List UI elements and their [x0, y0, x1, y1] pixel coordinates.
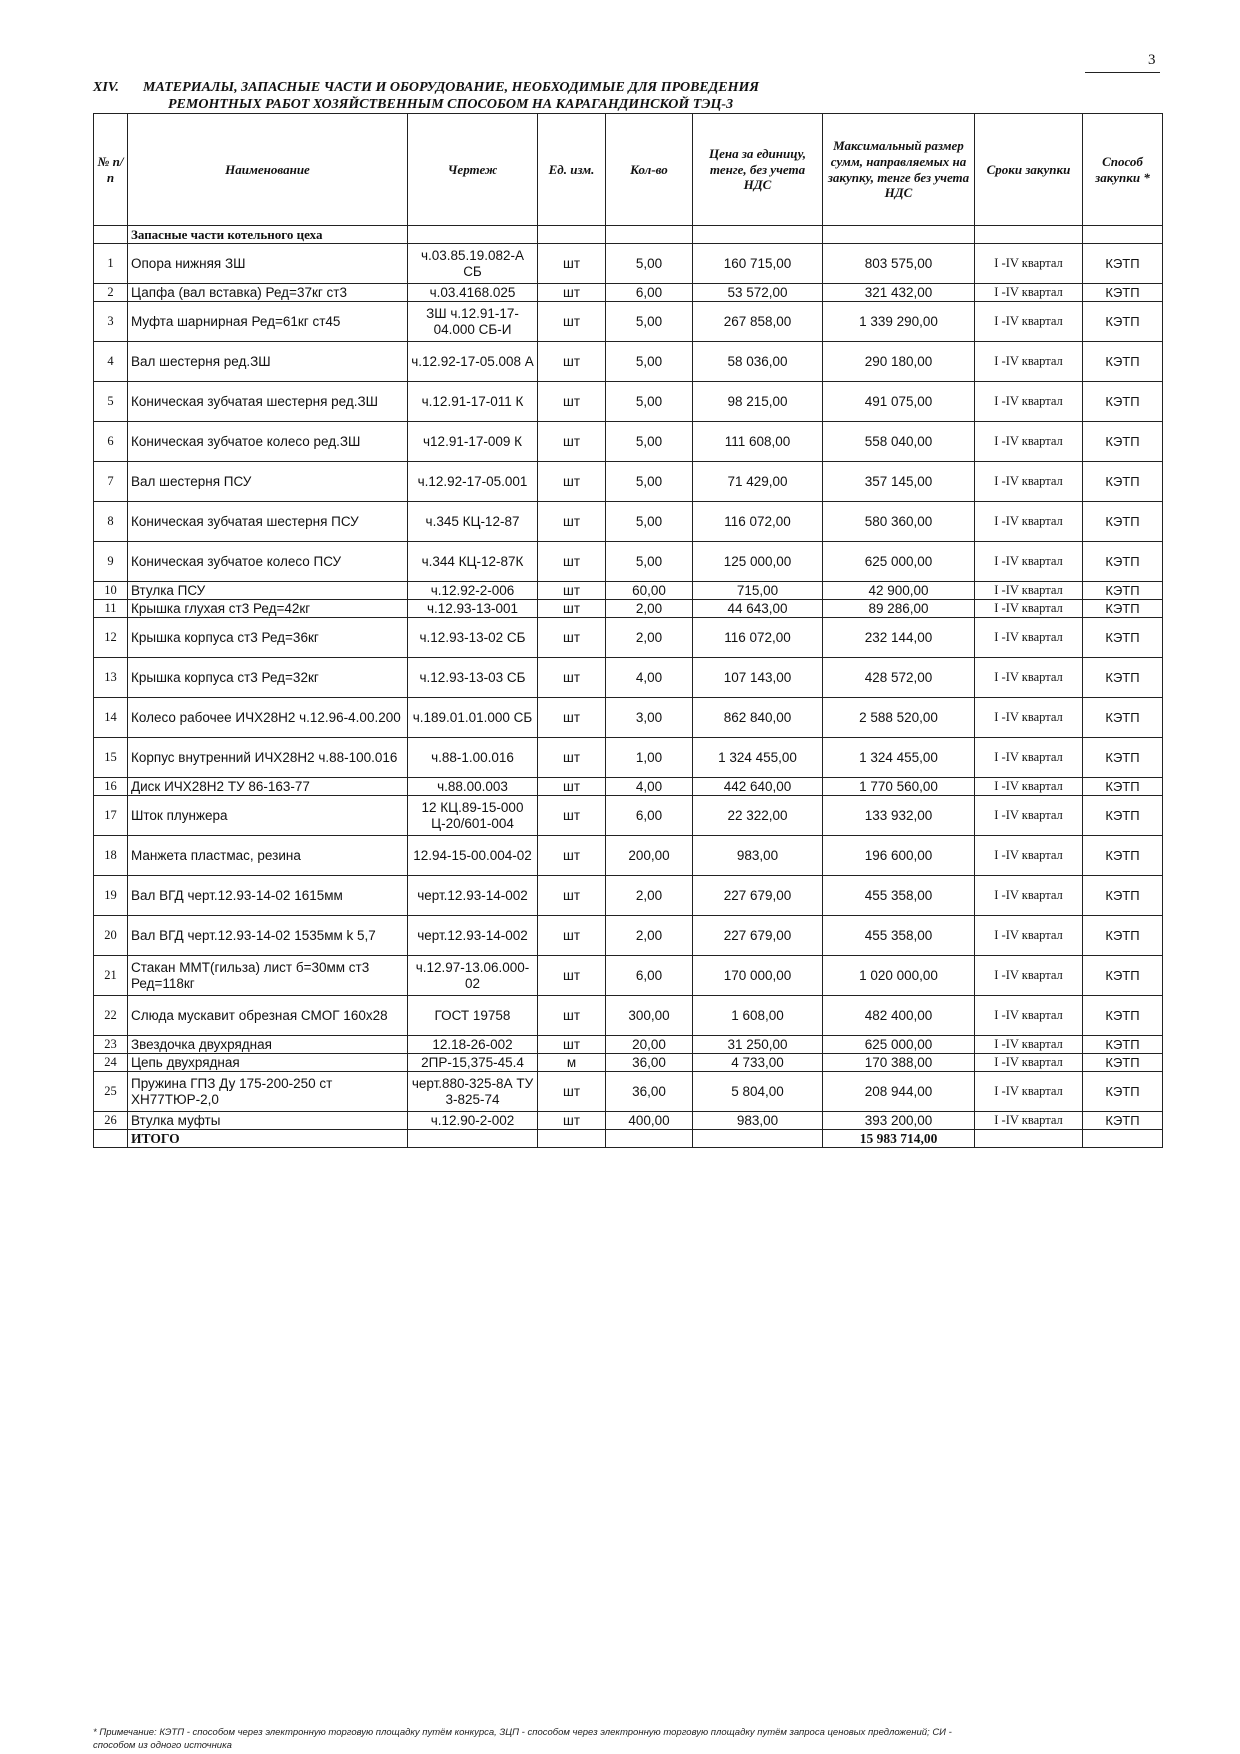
cell-term: I -IV квартал [975, 738, 1083, 778]
cell-price: 58 036,00 [693, 342, 823, 382]
cell-price: 116 072,00 [693, 618, 823, 658]
cell-unit: шт [538, 658, 606, 698]
cell-drawing: ч.344 КЦ-12-87К [408, 542, 538, 582]
cell-price: 983,00 [693, 1112, 823, 1130]
cell-qty: 36,00 [606, 1072, 693, 1112]
cell-method: КЭТП [1083, 778, 1163, 796]
cell-term: I -IV квартал [975, 502, 1083, 542]
cell-qty: 2,00 [606, 916, 693, 956]
cell-method: КЭТП [1083, 876, 1163, 916]
cell-qty: 5,00 [606, 244, 693, 284]
cell-unit: м [538, 1054, 606, 1072]
cell-qty: 5,00 [606, 502, 693, 542]
cell-price: 98 215,00 [693, 382, 823, 422]
cell-price: 160 715,00 [693, 244, 823, 284]
cell-drawing: ч.12.90-2-002 [408, 1112, 538, 1130]
table-row [94, 582, 1163, 600]
title-line-1: МАТЕРИАЛЫ, ЗАПАСНЫЕ ЧАСТИ И ОБОРУДОВАНИЕ, НЕОБХОДИМЫЕ ДЛЯ ПРОВЕДЕНИЯ [143, 80, 760, 95]
cell-no: 23 [94, 1036, 128, 1054]
header-qty: Кол-во [606, 114, 693, 226]
cell-no: 20 [94, 916, 128, 956]
cell-qty: 5,00 [606, 462, 693, 502]
cell-no: 5 [94, 382, 128, 422]
cell-max-sum: 625 000,00 [823, 542, 975, 582]
table-row [94, 342, 1163, 382]
cell-price: 267 858,00 [693, 302, 823, 342]
cell-drawing: ч.12.93-13-001 [408, 600, 538, 618]
header-price: Цена за единицу, тенге, без учета НДС [693, 114, 823, 226]
cell-name: Стакан ММТ(гильза) лист б=30мм ст3 Ред=118кг [128, 956, 408, 996]
cell-name: Коническая зубчатая шестерня ПСУ [128, 502, 408, 542]
cell-price: 1 324 455,00 [693, 738, 823, 778]
cell-price: 5 804,00 [693, 1072, 823, 1112]
cell-drawing: ч.03.4168.025 [408, 284, 538, 302]
cell-no: 15 [94, 738, 128, 778]
cell-price: 71 429,00 [693, 462, 823, 502]
cell-method: КЭТП [1083, 916, 1163, 956]
cell-max-sum: 42 900,00 [823, 582, 975, 600]
cell-qty: 300,00 [606, 996, 693, 1036]
cell-no: 14 [94, 698, 128, 738]
table-row [94, 1112, 1163, 1130]
cell-term: I -IV квартал [975, 836, 1083, 876]
cell-drawing: 2ПР-15,375-45.4 [408, 1054, 538, 1072]
cell-drawing: ч.88-1.00.016 [408, 738, 538, 778]
header-row [94, 114, 1163, 226]
cell-max-sum: 625 000,00 [823, 1036, 975, 1054]
cell-unit: шт [538, 1072, 606, 1112]
cell-unit: шт [538, 302, 606, 342]
cell-drawing: ч.88.00.003 [408, 778, 538, 796]
cell-price: 107 143,00 [693, 658, 823, 698]
total-empty-cell [606, 1130, 693, 1148]
cell-method: КЭТП [1083, 996, 1163, 1036]
cell-method: КЭТП [1083, 1112, 1163, 1130]
cell-term: I -IV квартал [975, 244, 1083, 284]
cell-no: 6 [94, 422, 128, 462]
cell-no: 21 [94, 956, 128, 996]
cell-no: 25 [94, 1072, 128, 1112]
cell-method: КЭТП [1083, 542, 1163, 582]
table-row [94, 284, 1163, 302]
cell-unit: шт [538, 1036, 606, 1054]
cell-term: I -IV квартал [975, 698, 1083, 738]
cell-unit: шт [538, 956, 606, 996]
table-row [94, 738, 1163, 778]
cell-method: КЭТП [1083, 738, 1163, 778]
cell-term: I -IV квартал [975, 1112, 1083, 1130]
cell-max-sum: 1 020 000,00 [823, 956, 975, 996]
cell-max-sum: 455 358,00 [823, 876, 975, 916]
cell-no: 16 [94, 778, 128, 796]
cell-drawing: черт.880-325-8А ТУ 3-825-74 [408, 1072, 538, 1112]
page-number-underline [1085, 72, 1160, 73]
cell-drawing: ч.12.92-17-05.001 [408, 462, 538, 502]
cell-name: Пружина ГПЗ Ду 175-200-250 ст ХН77ТЮР-2,0 [128, 1072, 408, 1112]
cell-price: 4 733,00 [693, 1054, 823, 1072]
cell-no: 7 [94, 462, 128, 502]
header-no: № п/п [94, 114, 128, 226]
cell-no: 13 [94, 658, 128, 698]
total-empty-cell [408, 1130, 538, 1148]
cell-name: Коническая зубчатое колесо ПСУ [128, 542, 408, 582]
cell-name: Опора нижняя ЗШ [128, 244, 408, 284]
cell-qty: 2,00 [606, 618, 693, 658]
cell-term: I -IV квартал [975, 342, 1083, 382]
cell-qty: 20,00 [606, 1036, 693, 1054]
cell-qty: 4,00 [606, 658, 693, 698]
cell-max-sum: 208 944,00 [823, 1072, 975, 1112]
cell-method: КЭТП [1083, 836, 1163, 876]
cell-qty: 6,00 [606, 956, 693, 996]
cell-max-sum: 196 600,00 [823, 836, 975, 876]
cell-max-sum: 133 932,00 [823, 796, 975, 836]
cell-term: I -IV квартал [975, 422, 1083, 462]
cell-no: 22 [94, 996, 128, 1036]
cell-price: 125 000,00 [693, 542, 823, 582]
cell-drawing: ч.345 КЦ-12-87 [408, 502, 538, 542]
cell-no: 2 [94, 284, 128, 302]
cell-price: 715,00 [693, 582, 823, 600]
cell-term: I -IV квартал [975, 916, 1083, 956]
cell-unit: шт [538, 284, 606, 302]
cell-term: I -IV квартал [975, 582, 1083, 600]
table-row [94, 836, 1163, 876]
table-body [94, 226, 1163, 1148]
cell-term: I -IV квартал [975, 658, 1083, 698]
cell-drawing: ч12.91-17-009 К [408, 422, 538, 462]
table-row [94, 600, 1163, 618]
cell-unit: шт [538, 542, 606, 582]
cell-drawing: черт.12.93-14-002 [408, 876, 538, 916]
cell-max-sum: 491 075,00 [823, 382, 975, 422]
cell-unit: шт [538, 698, 606, 738]
total-empty-cell [94, 1130, 128, 1148]
cell-term: I -IV квартал [975, 284, 1083, 302]
cell-no: 17 [94, 796, 128, 836]
cell-method: КЭТП [1083, 698, 1163, 738]
cell-max-sum: 1 339 290,00 [823, 302, 975, 342]
cell-price: 227 679,00 [693, 876, 823, 916]
cell-no: 4 [94, 342, 128, 382]
cell-term: I -IV квартал [975, 1054, 1083, 1072]
table-row [94, 382, 1163, 422]
table-row [94, 502, 1163, 542]
cell-drawing: 12.18-26-002 [408, 1036, 538, 1054]
materials-table [93, 113, 1163, 1148]
cell-method: КЭТП [1083, 244, 1163, 284]
cell-unit: шт [538, 916, 606, 956]
table-row [94, 542, 1163, 582]
cell-method: КЭТП [1083, 462, 1163, 502]
total-label: ИТОГО [128, 1130, 408, 1148]
cell-name: Вал ВГД черт.12.93-14-02 1615мм [128, 876, 408, 916]
cell-price: 111 608,00 [693, 422, 823, 462]
cell-name: Муфта шарнирная Ред=61кг ст45 [128, 302, 408, 342]
cell-method: КЭТП [1083, 422, 1163, 462]
footnote-line-1: * Примечание: КЭТП - способом через электронную торговую площадку путём конкурса, ЗЦП - способом через электронную торговую площадку путём запроса ценовых предложений; СИ - [93, 1727, 952, 1738]
cell-drawing: 12.94-15-00.004-02 [408, 836, 538, 876]
cell-unit: шт [538, 502, 606, 542]
cell-price: 442 640,00 [693, 778, 823, 796]
total-empty-cell [693, 1130, 823, 1148]
cell-unit: шт [538, 422, 606, 462]
cell-term: I -IV квартал [975, 600, 1083, 618]
cell-method: КЭТП [1083, 618, 1163, 658]
cell-max-sum: 2 588 520,00 [823, 698, 975, 738]
cell-no: 3 [94, 302, 128, 342]
cell-max-sum: 321 432,00 [823, 284, 975, 302]
cell-term: I -IV квартал [975, 956, 1083, 996]
cell-name: Диск ИЧХ28Н2 ТУ 86-163-77 [128, 778, 408, 796]
cell-unit: шт [538, 582, 606, 600]
cell-name: Крышка глухая ст3 Ред=42кг [128, 600, 408, 618]
cell-max-sum: 580 360,00 [823, 502, 975, 542]
cell-price: 31 250,00 [693, 1036, 823, 1054]
cell-qty: 4,00 [606, 778, 693, 796]
cell-no: 9 [94, 542, 128, 582]
cell-qty: 2,00 [606, 876, 693, 916]
cell-unit: шт [538, 836, 606, 876]
cell-qty: 6,00 [606, 284, 693, 302]
cell-no: 10 [94, 582, 128, 600]
cell-term: I -IV квартал [975, 876, 1083, 916]
cell-name: Втулка ПСУ [128, 582, 408, 600]
cell-drawing: 12 КЦ.89-15-000 Ц-20/601-004 [408, 796, 538, 836]
cell-qty: 2,00 [606, 600, 693, 618]
cell-max-sum: 1 324 455,00 [823, 738, 975, 778]
cell-unit: шт [538, 738, 606, 778]
cell-method: КЭТП [1083, 502, 1163, 542]
cell-qty: 60,00 [606, 582, 693, 600]
cell-price: 983,00 [693, 836, 823, 876]
cell-method: КЭТП [1083, 342, 1163, 382]
table-row [94, 796, 1163, 836]
cell-method: КЭТП [1083, 956, 1163, 996]
cell-qty: 5,00 [606, 422, 693, 462]
cell-drawing: ч.12.91-17-011 К [408, 382, 538, 422]
cell-qty: 5,00 [606, 342, 693, 382]
cell-max-sum: 428 572,00 [823, 658, 975, 698]
cell-method: КЭТП [1083, 600, 1163, 618]
cell-name: Крышка корпуса ст3 Ред=36кг [128, 618, 408, 658]
cell-method: КЭТП [1083, 1054, 1163, 1072]
cell-name: Звездочка двухрядная [128, 1036, 408, 1054]
cell-max-sum: 290 180,00 [823, 342, 975, 382]
table-row [94, 996, 1163, 1036]
cell-name: Цепь двухрядная [128, 1054, 408, 1072]
cell-term: I -IV квартал [975, 796, 1083, 836]
cell-unit: шт [538, 1112, 606, 1130]
cell-term: I -IV квартал [975, 462, 1083, 502]
cell-qty: 5,00 [606, 302, 693, 342]
cell-method: КЭТП [1083, 302, 1163, 342]
cell-qty: 5,00 [606, 382, 693, 422]
cell-no: 18 [94, 836, 128, 876]
cell-term: I -IV квартал [975, 618, 1083, 658]
cell-max-sum: 393 200,00 [823, 1112, 975, 1130]
table-row [94, 916, 1163, 956]
cell-no: 26 [94, 1112, 128, 1130]
section-number: XIV. [93, 80, 119, 95]
cell-price: 227 679,00 [693, 916, 823, 956]
cell-method: КЭТП [1083, 382, 1163, 422]
cell-max-sum: 232 144,00 [823, 618, 975, 658]
table-row [94, 618, 1163, 658]
cell-drawing: ГОСТ 19758 [408, 996, 538, 1036]
cell-drawing: ЗШ ч.12.91-17-04.000 СБ-И [408, 302, 538, 342]
cell-name: Слюда мускавит обрезная СМОГ 160х28 [128, 996, 408, 1036]
section-label: Запасные части котельного цеха [128, 226, 408, 244]
cell-term: I -IV квартал [975, 778, 1083, 796]
cell-max-sum: 482 400,00 [823, 996, 975, 1036]
cell-price: 53 572,00 [693, 284, 823, 302]
header-max: Максимальный размер сумм, направляемых на закупку, тенге без учета НДС [823, 114, 975, 226]
cell-drawing: ч.189.01.01.000 СБ [408, 698, 538, 738]
cell-qty: 400,00 [606, 1112, 693, 1130]
cell-price: 1 608,00 [693, 996, 823, 1036]
table-row [94, 422, 1163, 462]
cell-max-sum: 170 388,00 [823, 1054, 975, 1072]
table-row [94, 1054, 1163, 1072]
cell-method: КЭТП [1083, 284, 1163, 302]
total-empty-cell [1083, 1130, 1163, 1148]
page-number: 3 [1148, 52, 1156, 68]
cell-method: КЭТП [1083, 1036, 1163, 1054]
cell-term: I -IV квартал [975, 302, 1083, 342]
cell-drawing: ч.12.92-2-006 [408, 582, 538, 600]
footnote [93, 1726, 1153, 1752]
cell-price: 22 322,00 [693, 796, 823, 836]
cell-max-sum: 357 145,00 [823, 462, 975, 502]
cell-unit: шт [538, 778, 606, 796]
cell-name: Коническая зубчатое колесо ред.ЗШ [128, 422, 408, 462]
cell-unit: шт [538, 244, 606, 284]
cell-max-sum: 455 358,00 [823, 916, 975, 956]
cell-unit: шт [538, 996, 606, 1036]
cell-name: Манжета пластмас, резина [128, 836, 408, 876]
header-term: Сроки закупки [975, 114, 1083, 226]
cell-term: I -IV квартал [975, 382, 1083, 422]
cell-unit: шт [538, 876, 606, 916]
cell-max-sum: 558 040,00 [823, 422, 975, 462]
cell-name: Колесо рабочее ИЧХ28Н2 ч.12.96-4.00.200 [128, 698, 408, 738]
cell-qty: 3,00 [606, 698, 693, 738]
table-row [94, 244, 1163, 284]
header-name: Наименование [128, 114, 408, 226]
cell-method: КЭТП [1083, 1072, 1163, 1112]
header-method: Способ закупки * [1083, 114, 1163, 226]
cell-drawing: ч.12.92-17-05.008 А [408, 342, 538, 382]
cell-name: Вал шестерня ПСУ [128, 462, 408, 502]
title-line-2: РЕМОНТНЫХ РАБОТ ХОЗЯЙСТВЕННЫМ СПОСОБОМ НА КАРАГАНДИНСКОЙ ТЭЦ-3 [168, 97, 734, 112]
cell-qty: 5,00 [606, 542, 693, 582]
section-row [94, 226, 1163, 244]
cell-name: Вал шестерня ред.ЗШ [128, 342, 408, 382]
cell-method: КЭТП [1083, 658, 1163, 698]
cell-drawing: ч.12.93-13-03 СБ [408, 658, 538, 698]
cell-drawing: ч.03.85.19.082-А СБ [408, 244, 538, 284]
cell-unit: шт [538, 796, 606, 836]
cell-price: 116 072,00 [693, 502, 823, 542]
cell-drawing: ч.12.97-13.06.000-02 [408, 956, 538, 996]
cell-price: 170 000,00 [693, 956, 823, 996]
cell-term: I -IV квартал [975, 996, 1083, 1036]
cell-no: 1 [94, 244, 128, 284]
cell-method: КЭТП [1083, 796, 1163, 836]
cell-no: 12 [94, 618, 128, 658]
cell-qty: 36,00 [606, 1054, 693, 1072]
cell-price: 44 643,00 [693, 600, 823, 618]
header-drawing: Чертеж [408, 114, 538, 226]
cell-name: Цапфа (вал вставка) Ред=37кг ст3 [128, 284, 408, 302]
table-row [94, 956, 1163, 996]
cell-qty: 200,00 [606, 836, 693, 876]
cell-no: 24 [94, 1054, 128, 1072]
table-row [94, 462, 1163, 502]
total-row [94, 1130, 1163, 1148]
cell-name: Коническая зубчатая шестерня ред.ЗШ [128, 382, 408, 422]
cell-no: 19 [94, 876, 128, 916]
table-row [94, 302, 1163, 342]
cell-qty: 1,00 [606, 738, 693, 778]
cell-unit: шт [538, 462, 606, 502]
table-row [94, 658, 1163, 698]
cell-max-sum: 803 575,00 [823, 244, 975, 284]
cell-method: КЭТП [1083, 582, 1163, 600]
cell-price: 862 840,00 [693, 698, 823, 738]
cell-unit: шт [538, 618, 606, 658]
total-empty-cell [975, 1130, 1083, 1148]
table-row [94, 1036, 1163, 1054]
cell-unit: шт [538, 382, 606, 422]
cell-max-sum: 89 286,00 [823, 600, 975, 618]
total-value: 15 983 714,00 [823, 1130, 975, 1148]
cell-no: 11 [94, 600, 128, 618]
cell-term: I -IV квартал [975, 1036, 1083, 1054]
cell-name: Шток плунжера [128, 796, 408, 836]
table-row [94, 876, 1163, 916]
cell-qty: 6,00 [606, 796, 693, 836]
footnote-line-2: способом из одного источника [93, 1740, 232, 1751]
total-empty-cell [538, 1130, 606, 1148]
table-row [94, 1072, 1163, 1112]
cell-name: Втулка муфты [128, 1112, 408, 1130]
header-unit: Ед. изм. [538, 114, 606, 226]
cell-name: Крышка корпуса ст3 Ред=32кг [128, 658, 408, 698]
table-row [94, 778, 1163, 796]
cell-max-sum: 1 770 560,00 [823, 778, 975, 796]
cell-name: Корпус внутренний ИЧХ28Н2 ч.88-100.016 [128, 738, 408, 778]
cell-unit: шт [538, 342, 606, 382]
cell-drawing: ч.12.93-13-02 СБ [408, 618, 538, 658]
table-row [94, 698, 1163, 738]
cell-term: I -IV квартал [975, 542, 1083, 582]
cell-unit: шт [538, 600, 606, 618]
cell-name: Вал ВГД черт.12.93-14-02 1535мм k 5,7 [128, 916, 408, 956]
cell-drawing: черт.12.93-14-002 [408, 916, 538, 956]
cell-no: 8 [94, 502, 128, 542]
cell-term: I -IV квартал [975, 1072, 1083, 1112]
